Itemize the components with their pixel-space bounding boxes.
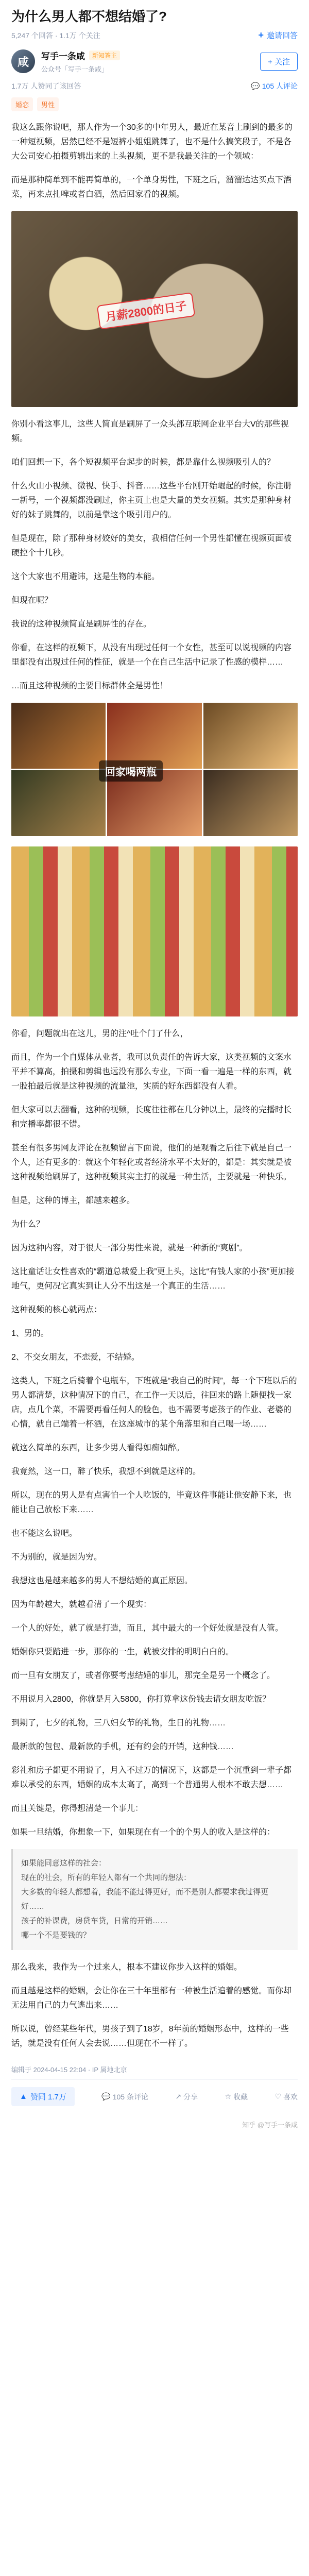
list-item: 1、男的。 xyxy=(11,1329,49,1338)
collage-cell xyxy=(11,703,106,769)
author-info xyxy=(41,49,260,74)
paragraph: 而且，作为一个自媒体从业者，我可以负责任的告诉大家，这类视频的文案水平并不算高，拍摄和剪辑也远没有那么专业，下面一看一遍是一样的东西，就一股拍最后就是这种视频的流量池，实质的好东西都没有人看。 xyxy=(11,1053,292,1091)
topic-tags xyxy=(11,97,298,111)
paragraph: 但现在呢？ xyxy=(11,596,53,605)
share-icon: ↗ xyxy=(175,2092,182,2100)
paragraph: 不为别的，就是因为穷。 xyxy=(11,1553,102,1562)
photo-meal xyxy=(11,211,298,407)
watermark: 知乎 @写手一条咸 xyxy=(242,2121,298,2129)
triangle-up-icon: ▲ xyxy=(20,2092,27,2101)
collage-cell xyxy=(11,770,106,836)
answer-image-collage[interactable] xyxy=(11,703,298,836)
comment-icon: 💬 xyxy=(251,81,260,90)
paragraph: 但是，这种的博主，都越来越多。 xyxy=(11,1196,135,1205)
share-label: 分享 xyxy=(183,2092,198,2101)
quote-line: 现在的社会，所有的年轻人都有一个共同的想法： xyxy=(21,1873,192,1882)
action-bar xyxy=(11,2079,298,2115)
paragraph: 但是现在，除了那种身材姣好的美女，我相信任何一个男性都懂在视频页面被硬控个十几秒。 xyxy=(11,534,292,557)
paragraph: 婚姻你只要踏进一步，那你的一生，就被安排的明明白白的。 xyxy=(11,1648,234,1656)
vote-summary xyxy=(11,81,298,91)
paragraph: 这种视频的核心就两点： xyxy=(11,1306,102,1314)
agree-button[interactable] xyxy=(11,2087,75,2106)
author-name[interactable]: 写手一条咸 xyxy=(41,52,85,61)
like-button[interactable] xyxy=(274,2092,298,2102)
favorite-button[interactable] xyxy=(225,2092,248,2102)
collage-cell xyxy=(203,770,298,836)
paragraph: 你看，在这样的视频下，从没有出现过任何一个女性，甚至可以说视频的内容里都没有出现过任何的性征，就是一个在自己生活中记录了性感的模样…… xyxy=(11,643,292,667)
paragraph: 你别小看这事儿，这些人简直是刷屏了一众头部互联网企业平台大V的那些视频。 xyxy=(11,420,289,443)
author-bio: 公众号「写手一条咸」 xyxy=(41,65,109,73)
paragraph: 不用说月入2800，你就是月入5800，你打算拿这份钱去请女朋友吃饭？ xyxy=(11,1695,271,1704)
favorite-label: 收藏 xyxy=(233,2092,248,2101)
paragraph: 这个大家也不用避讳，这是生物的本能。 xyxy=(11,572,160,581)
comments-label: 105 条评论 xyxy=(112,2092,148,2101)
question-title[interactable]: 为什么男人都不想结婚了? xyxy=(11,9,167,24)
topic-tag[interactable]: 婚恋 xyxy=(11,97,33,111)
collage-cell xyxy=(203,703,298,769)
paragraph: 到期了，七夕的礼物，三八妇女节的礼物，生日的礼物…… xyxy=(11,1719,226,1727)
paragraph: 我说的这种视频简直是刷屏性的存在。 xyxy=(11,620,152,629)
author-name-line xyxy=(41,49,260,62)
answer-image-dish[interactable] xyxy=(11,846,298,1016)
answer-body xyxy=(11,121,298,2051)
paragraph: 但大家可以去翻看，这种的视频，长度往往都在几分钟以上，最终的完播时长和完播率都很不错。 xyxy=(11,1106,292,1129)
plus-icon: + xyxy=(258,30,264,40)
question-header xyxy=(11,0,298,111)
list-item: 2、不交女朋友，不恋爱，不结婚。 xyxy=(11,1353,140,1362)
avatar-glyph: 咸 xyxy=(17,55,29,69)
paragraph: 最新款的包包、最新款的手机，还有约会的开销，这种钱…… xyxy=(11,1742,234,1751)
paragraph: 甚至有很多男网友评论在视频留言下面说，他们的是观看之后往下就是自己一个人，还有更多的：就这个年轻化或者经济水平不太好的，都是：其实就是被这种视频给刷屏了，这种视频其实主打的就是一种生活，主要就是一种快乐。 xyxy=(11,1144,292,1181)
photo-dish xyxy=(11,846,298,1016)
like-label: 喜欢 xyxy=(283,2092,298,2101)
paragraph: …而且这种视频的主要目标群体全是男性！ xyxy=(11,682,168,690)
comment-count-label: 105 人评论 xyxy=(262,82,298,90)
paragraph: 彩礼和房子都更不用说了，月入不过万的情况下，这都是一个沉重到一辈子都难以承受的东西，婚姻的成本太高了，高到一个普通男人根本不敢去想…… xyxy=(11,1766,292,1789)
paragraph: 我这么跟你说吧，那人作为一个30多的中年男人，最近在某音上刷到的最多的一种短视频，居然已经不是短裤小姐姐跳舞了，也不是什么搞笑段子，不是各大公司安心拍摄剪辑出来的上头视频，更不是我最关注的一个领域： xyxy=(11,123,293,161)
paragraph: 所以，现在的男人是有点害怕一个人吃饭的，毕竟这件事能让他安静下来，也能让自己放松下来…… xyxy=(11,1491,292,1514)
paragraph: 因为年龄越大，就越看清了一个现实： xyxy=(11,1600,152,1609)
collage-cell xyxy=(107,703,201,769)
heart-icon: ♡ xyxy=(274,2092,281,2100)
question-stats: 5,247 个回答 · 1.1万 个关注 xyxy=(11,31,100,40)
paragraph: 就这么简单的东西，让多少男人看得如痴如醉。 xyxy=(11,1444,185,1452)
star-icon: ☆ xyxy=(225,2092,232,2100)
avatar[interactable] xyxy=(11,49,35,73)
paragraph: 而是那种简单到不能再简单的，一个单身男性，下班之后，溜溜达达买点下酒菜，再来点扎啤或者白酒，然后回家看的视频。 xyxy=(11,176,292,199)
quote-line: 如果能同意这样的社会： xyxy=(21,1859,107,1868)
paragraph: 这比童话让女性喜欢的“霸道总裁爱上我”更上头，这比“有钱人家的小孩”更加接地气，更何况它真实到让人分不出这是一个真正的生活…… xyxy=(11,1267,295,1291)
paragraph: 所以说，曾经某些年代，男孩子到了18岁，8年前的婚姻形态中，这样的一些话，就是没有任何人会去说……但现在不一样了。 xyxy=(11,2025,289,2048)
invite-answer-label: 邀请回答 xyxy=(266,31,298,40)
comment-count-link[interactable] xyxy=(251,81,298,91)
paragraph: 我竟然，这一口，醉了快乐，我想不到就是这样的。 xyxy=(11,1467,201,1476)
paragraph: 如果一旦结婚，你想象一下，如果现在有一个的个男人的收入是这样的： xyxy=(11,1828,276,1837)
quote-line: 大多数的年轻人都想着，我能不能过得更好，而不是别人都要求我过得更好…… xyxy=(21,1888,269,1911)
image-caption: 回家喝两瓶 xyxy=(99,760,163,782)
paragraph: 因为这种内容，对于很大一部分男性来说，就是一种新的“爽剧”。 xyxy=(11,1244,248,1252)
paragraph: 你看，问题就出在这儿，男的注^吐个门了什么， xyxy=(11,1029,188,1038)
paragraph: 为什么？ xyxy=(11,1220,45,1229)
quote-line: 孩子的补课费，房贷车贷，日常的开销…… xyxy=(21,1917,168,1925)
quote-line: 哪一个不是要钱的？ xyxy=(21,1931,91,1940)
topic-tag[interactable]: 男性 xyxy=(37,97,59,111)
paragraph: 也不能这么说吧。 xyxy=(11,1529,78,1538)
vote-count-text: 1.7万 人赞同了该回答 xyxy=(11,82,81,90)
author-row xyxy=(11,49,298,74)
paragraph: 这类人，下班之后骑着个电瓶车，下班就是“我自己的时间”，每一个下班以后的男人都清楚，这种情况下的自己，在工作一天以后，往回来的路上随便找一家店，点几个菜，不需要再看任何人的脸色，也不需要考虑孩子的作业、老婆的心情，就自己端着一杯酒，在这座城市的某个角落里和自己喝一场…… xyxy=(11,1377,297,1429)
comments-button[interactable] xyxy=(101,2092,148,2102)
share-button[interactable] xyxy=(175,2092,198,2102)
edit-info: 编辑于 2024-04-15 22:04 · IP 属地北京 xyxy=(11,2066,127,2074)
paragraph: 一个人的好处，就了就是打造，而且，其中最大的一个好处就是没有人管。 xyxy=(11,1624,284,1633)
comment-icon: 💬 xyxy=(101,2092,111,2100)
paragraph: 什么火山小视频、微视、快手、抖音……这些平台刚开始崛起的时候，你注册一新号，一个视频都没刷过，你主页上也是大量的美女视频。其实是那种身材好的妹子跳舞的，以前是靠这个吸引用户的。 xyxy=(11,482,292,519)
paragraph: 那么我来，我作为一个过来人，根本不建议你步入这样的婚姻。 xyxy=(11,1963,243,1972)
answer-image[interactable] xyxy=(11,211,298,407)
paragraph: 而且越是这样的婚姻，会让你在三十年里都有一种被生活追着的感觉。而你却无法用自己的力气逃出来…… xyxy=(11,1987,292,2010)
paragraph: 咱们回想一下，各个短视频平台起步的时候，都是靠什么视频吸引人的？ xyxy=(11,458,276,467)
paragraph: 我想这也是越来越多的男人不想结婚的真正原因。 xyxy=(11,1577,193,1585)
author-badge: 新知答主 xyxy=(89,50,120,60)
quote-block xyxy=(11,1849,298,1950)
agree-label: 赞同 1.7万 xyxy=(30,2093,66,2102)
image-caption: 月薪2800的日子 xyxy=(97,292,196,330)
invite-answer-button[interactable] xyxy=(258,30,298,41)
follow-button[interactable]: + 关注 xyxy=(260,53,298,71)
paragraph: 而一旦有女朋友了，或者你要考虑结婚的事儿，那完全是另一个概念了。 xyxy=(11,1671,276,1680)
paragraph: 而且关键是，你得想清楚一个事儿： xyxy=(11,1804,144,1813)
question-meta xyxy=(11,30,298,41)
